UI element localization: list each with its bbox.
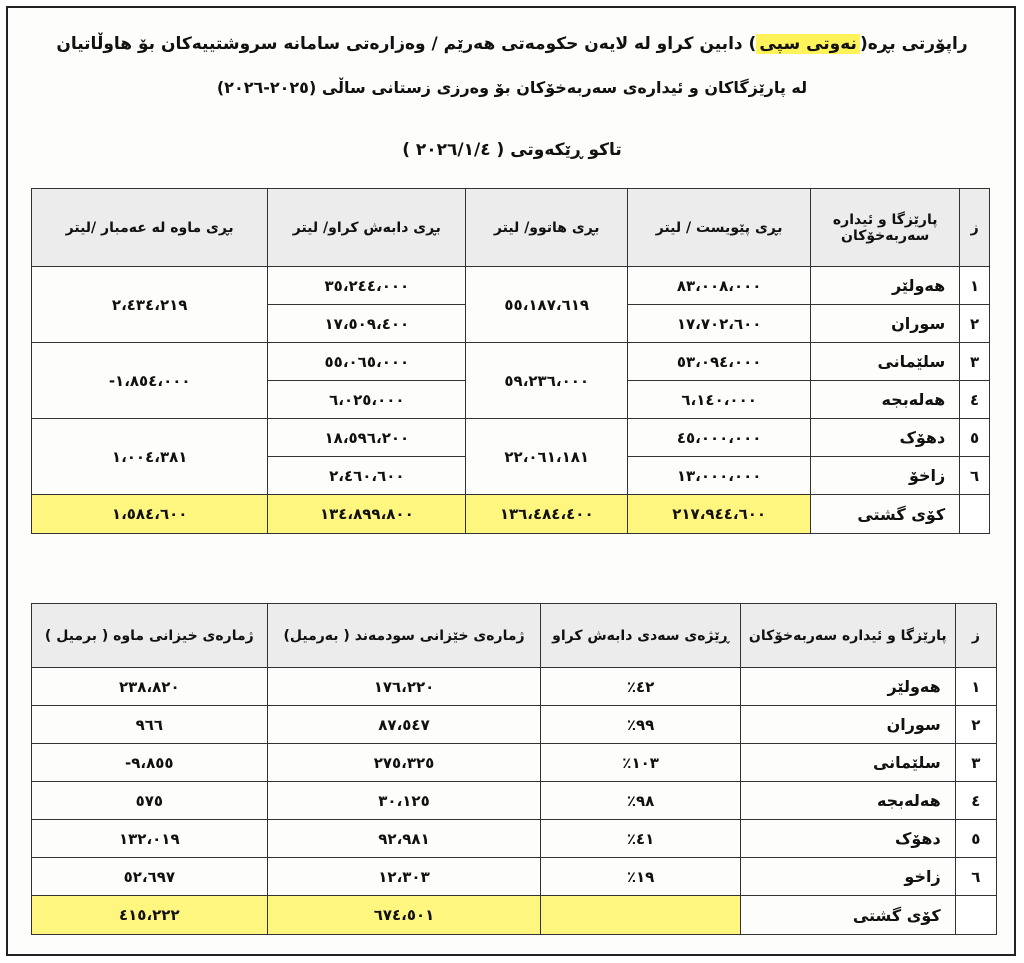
title-highlight: نەوتی سپی — [756, 34, 860, 54]
total-remaining: ٤١٥،٢٢٢ — [32, 896, 268, 935]
table-row — [32, 343, 990, 381]
row-index: ٤ — [955, 782, 996, 820]
header-remaining: بڕی ماوە لە عەمبار /لیتر — [32, 189, 268, 267]
row-index: ٦ — [960, 457, 990, 495]
table-row — [32, 744, 997, 782]
total-row — [32, 495, 990, 534]
row-index: ١ — [955, 668, 996, 706]
row-index: ٥ — [955, 820, 996, 858]
table-header-row — [32, 604, 997, 668]
row-distributed: ٦،٠٢٥،٠٠٠ — [268, 381, 466, 419]
table-row — [32, 858, 997, 896]
row-distributed: ١٧،٥٠٩،٤٠٠ — [268, 305, 466, 343]
table-header-row — [32, 189, 990, 267]
row-remaining: ٥٧٥ — [32, 782, 268, 820]
row-region: هەلەبجە — [740, 782, 955, 820]
row-region: سلێمانی — [811, 343, 960, 381]
row-benefited: ٢٧٥،٣٢٥ — [267, 744, 541, 782]
row-index: ٣ — [955, 744, 996, 782]
row-benefited: ١٧٦،٢٢٠ — [267, 668, 541, 706]
total-benefited: ٦٧٤،٥٠١ — [267, 896, 541, 935]
row-distributed: ٢،٤٦٠،٦٠٠ — [268, 457, 466, 495]
row-remaining: ١٣٢،٠١٩ — [32, 820, 268, 858]
total-distributed: ١٣٤،٨٩٩،٨٠٠ — [268, 495, 466, 534]
row-region: سلێمانی — [740, 744, 955, 782]
row-benefited: ٩٢،٩٨١ — [267, 820, 541, 858]
row-percent: ٪٤٢ — [541, 668, 740, 706]
households-table — [31, 603, 997, 935]
row-percent: ٪١٠٣ — [541, 744, 740, 782]
row-distributed: ٣٥،٢٤٤،٠٠٠ — [268, 267, 466, 305]
group-remaining: ٢،٤٣٤،٢١٩ — [32, 267, 268, 343]
table-row — [32, 419, 990, 457]
row-index: ٢ — [955, 706, 996, 744]
report-title-line1 — [0, 34, 1024, 54]
row-region: دهۆک — [811, 419, 960, 457]
row-region: هەولێر — [740, 668, 955, 706]
row-distributed: ٥٥،٠٦٥،٠٠٠ — [268, 343, 466, 381]
row-region: زاخۆ — [811, 457, 960, 495]
row-benefited: ٨٧،٥٤٧ — [267, 706, 541, 744]
header-region: پارێزگا و ئیدارە سەربەخۆکان — [740, 604, 955, 668]
row-required: ٦،١٤٠،٠٠٠ — [628, 381, 811, 419]
row-percent: ٪٩٨ — [541, 782, 740, 820]
table-row — [32, 782, 997, 820]
table-row — [32, 706, 997, 744]
fuel-distribution-table — [31, 188, 990, 534]
header-families-remaining: ژمارەی خیزانی ماوە ( برمیل ) — [32, 604, 268, 668]
row-index: ٢ — [960, 305, 990, 343]
row-benefited: ١٢،٣٠٣ — [267, 858, 541, 896]
header-required: بڕی پێویست / لیتر — [628, 189, 811, 267]
group-arrived: ٢٢،٠٦١،١٨١ — [466, 419, 628, 495]
report-date: تاکو ڕێکەوتی ( ٢٠٢٦/١/٤ ) — [402, 140, 622, 160]
total-percent — [541, 896, 740, 935]
row-remaining: -٩،٨٥٥ — [32, 744, 268, 782]
row-percent: ٪١٩ — [541, 858, 740, 896]
total-arrived: ١٣٦،٤٨٤،٤٠٠ — [466, 495, 628, 534]
total-label: کۆی گشتی — [740, 896, 955, 935]
report-title-line2: لە پارێزگاکان و ئیدارەی سەربەخۆکان بۆ وەرزی زستانی ساڵی (٢٠٢٥-٢٠٢٦) — [216, 78, 808, 97]
row-required: ٨٣،٠٠٨،٠٠٠ — [628, 267, 811, 305]
row-region: هەولێر — [811, 267, 960, 305]
header-index: ز — [955, 604, 996, 668]
row-region: زاخو — [740, 858, 955, 896]
title-part-before: راپۆرتی بڕە( — [859, 34, 968, 54]
row-required: ١٣،٠٠٠،٠٠٠ — [628, 457, 811, 495]
group-remaining: ١،٠٠٤،٣٨١ — [32, 419, 268, 495]
header-percent: ڕێژەی سەدی دابەش کراو — [541, 604, 740, 668]
total-index-cell — [960, 495, 990, 534]
row-region: دهۆک — [740, 820, 955, 858]
total-required: ٢١٧،٩٤٤،٦٠٠ — [628, 495, 811, 534]
row-benefited: ٣٠،١٢٥ — [267, 782, 541, 820]
row-region: سوران — [811, 305, 960, 343]
header-region: پارێزگا و ئیدارە سەربەخۆکان — [811, 189, 960, 267]
row-region: سوران — [740, 706, 955, 744]
header-arrived: بڕی هاتوو/ لیتر — [466, 189, 628, 267]
total-label: کۆی گشتی — [811, 495, 960, 534]
group-arrived: ٥٩،٢٣٦،٠٠٠ — [466, 343, 628, 419]
header-distributed: بڕی دابەش کراو/ لیتر — [268, 189, 466, 267]
row-remaining: ٢٣٨،٨٢٠ — [32, 668, 268, 706]
row-index: ٤ — [960, 381, 990, 419]
total-remaining: ١،٥٨٤،٦٠٠ — [32, 495, 268, 534]
row-index: ١ — [960, 267, 990, 305]
group-remaining: -١،٨٥٤،٠٠٠ — [32, 343, 268, 419]
row-index: ٦ — [955, 858, 996, 896]
row-remaining: ٥٢،٦٩٧ — [32, 858, 268, 896]
row-required: ١٧،٧٠٢،٦٠٠ — [628, 305, 811, 343]
table-row — [32, 267, 990, 305]
row-percent: ٪٤١ — [541, 820, 740, 858]
total-index-cell — [955, 896, 996, 935]
title-part-after: ) دابین کراو لە لایەن حکومەتی هەرێم / وەزارەتی سامانە سروشتییەکان بۆ هاوڵاتیان — [56, 34, 757, 54]
total-row — [32, 896, 997, 935]
header-families-benefited: ژمارەی خێزانی سودمەند ( بەرمیل) — [267, 604, 541, 668]
row-index: ٣ — [960, 343, 990, 381]
row-distributed: ١٨،٥٩٦،٢٠٠ — [268, 419, 466, 457]
row-remaining: ٩٦٦ — [32, 706, 268, 744]
row-required: ٥٣،٠٩٤،٠٠٠ — [628, 343, 811, 381]
row-index: ٥ — [960, 419, 990, 457]
group-arrived: ٥٥،١٨٧،٦١٩ — [466, 267, 628, 343]
header-index: ز — [960, 189, 990, 267]
row-region: هەلەبجە — [811, 381, 960, 419]
table-row — [32, 820, 997, 858]
row-percent: ٪٩٩ — [541, 706, 740, 744]
row-required: ٤٥،٠٠٠،٠٠٠ — [628, 419, 811, 457]
table-row — [32, 668, 997, 706]
